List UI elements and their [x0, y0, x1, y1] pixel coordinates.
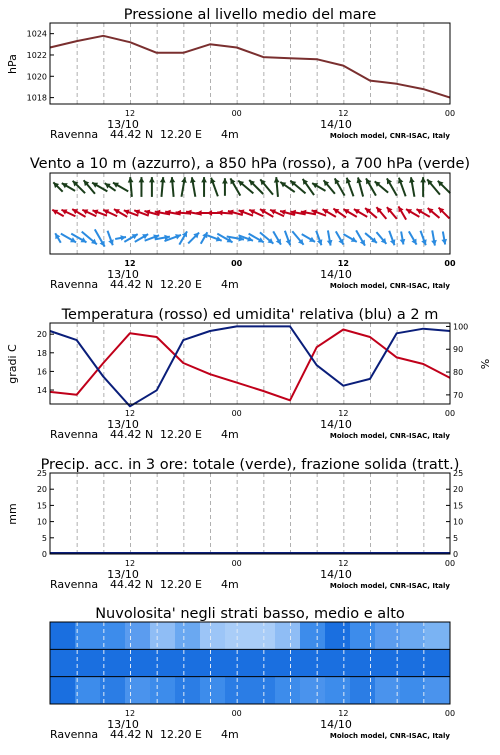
xtick-label: 12: [338, 559, 349, 568]
cloud-cell: [350, 649, 376, 677]
date-label: 13/10: [107, 418, 139, 431]
temp-lines: [50, 326, 450, 406]
xtick-label: 00: [444, 409, 456, 418]
precip-frame: [50, 473, 450, 554]
cloud-panel: [50, 606, 451, 704]
cloud-cell: [50, 649, 76, 677]
humidity-ylabel: %: [479, 358, 492, 370]
ytick-label: 16: [36, 367, 47, 377]
cloud-cell: [125, 649, 151, 677]
wind-arrow-head: [217, 210, 222, 216]
ytick-label: 20: [453, 485, 464, 495]
location-elev: 4m: [221, 728, 239, 741]
model-credit: Moloch model, CNR-ISAC, Italy: [329, 282, 450, 290]
ytick-label: 1022: [26, 50, 47, 60]
cloud-cell: [425, 622, 451, 650]
pressure-grid: [77, 23, 424, 104]
pressure-frame: [50, 23, 450, 104]
pressure-panel: [6, 7, 450, 104]
date-label: 13/10: [107, 568, 139, 581]
location-elev: 4m: [221, 128, 239, 141]
cloud-cell: [175, 622, 201, 650]
temp-panel: [6, 307, 492, 406]
cloud-cell: [250, 677, 276, 705]
date-label: 14/10: [320, 718, 352, 731]
cloud-cell: [175, 677, 201, 705]
cloud-cell: [150, 677, 176, 705]
xtick-label: 00: [444, 259, 456, 268]
precip-grid: [77, 473, 424, 554]
location-lat: 44.42 N: [110, 428, 154, 441]
location-lon: 12.20 E: [160, 428, 202, 441]
pressure-ylabel: hPa: [6, 54, 19, 74]
xtick-label: 00: [231, 559, 242, 568]
xtick-label: 12: [124, 409, 136, 418]
cloud-cell: [400, 622, 426, 650]
location-elev: 4m: [221, 578, 239, 591]
xtick-label: 00: [231, 109, 242, 118]
location-lon: 12.20 E: [160, 128, 202, 141]
model-credit: Moloch model, CNR-ISAC, Italy: [329, 732, 450, 740]
cloud-cell: [150, 649, 176, 677]
ytick-label: 15: [36, 501, 47, 511]
precip-yticks: [37, 469, 463, 559]
temperature-line: [50, 330, 450, 401]
humidity-line: [50, 326, 450, 406]
precip-panel: [6, 457, 463, 559]
xtick-label: 00: [231, 409, 242, 418]
cloud-cell: [250, 649, 276, 677]
wind-arrow-head: [201, 177, 207, 182]
xtick-label: 00: [444, 559, 456, 568]
cloud-cell: [75, 622, 101, 650]
cloud-cell: [225, 677, 251, 705]
cloud-cell: [200, 677, 226, 705]
location-name: Ravenna: [50, 128, 99, 141]
cloud-cell: [50, 622, 76, 650]
ytick-label: 10: [36, 517, 47, 527]
temp-title: Temperatura (rosso) ed umidita' relativa (blu) a 2 m: [61, 307, 439, 323]
xtick-label: 12: [124, 109, 136, 118]
cloud-cell: [325, 649, 351, 677]
wind-arrow-head: [128, 177, 134, 182]
wind-arrow-head: [149, 177, 155, 182]
pressure-line: [50, 36, 450, 98]
ytick-label: 20: [36, 330, 47, 340]
location-lon: 12.20 E: [160, 728, 202, 741]
date-label: 13/10: [107, 268, 139, 281]
cloud-cell: [275, 677, 301, 705]
cloud-cell: [225, 622, 251, 650]
ytick-label: 1024: [26, 29, 47, 39]
xtick-label: 12: [338, 709, 349, 718]
xtick-label: 00: [231, 259, 243, 268]
location-lat: 44.42 N: [110, 578, 154, 591]
wind-arrow-head: [274, 177, 280, 182]
ytick-label: 0: [453, 550, 459, 559]
pressure-lines: [50, 36, 450, 98]
cloud-cell: [350, 677, 376, 705]
location-lat: 44.42 N: [110, 278, 154, 291]
ytick-label: 80: [453, 368, 464, 378]
xtick-label: 12: [124, 709, 136, 718]
location-name: Ravenna: [50, 278, 99, 291]
location-name: Ravenna: [50, 578, 99, 591]
cloud-cell: [300, 622, 326, 650]
location-name: Ravenna: [50, 728, 99, 741]
cloud-cell: [50, 677, 76, 705]
wind-title: Vento a 10 m (azzurro), a 850 hPa (rosso), a 700 hPa (verde): [29, 156, 471, 172]
wind-arrow-head: [169, 177, 175, 182]
wind-panel: [30, 156, 470, 254]
cloud-cell: [400, 677, 426, 705]
xtick-label: 12: [124, 559, 136, 568]
cloud-cell: [75, 677, 101, 705]
date-label: 14/10: [320, 418, 352, 431]
cloud-cell: [250, 622, 276, 650]
wind-arrow-head: [196, 210, 201, 216]
date-label: 13/10: [107, 118, 139, 131]
xtick-label: 12: [124, 259, 136, 268]
ytick-label: 20: [36, 485, 47, 495]
cloud-cell: [325, 677, 351, 705]
xtick-label: 00: [231, 709, 242, 718]
model-credit: Moloch model, CNR-ISAC, Italy: [329, 432, 450, 440]
model-credit: Moloch model, CNR-ISAC, Italy: [329, 582, 450, 590]
ytick-label: 1018: [26, 93, 47, 103]
location-lat: 44.42 N: [110, 728, 154, 741]
cloud-cell: [200, 649, 226, 677]
xtick-label: 12: [337, 259, 349, 268]
precip-ylabel: mm: [6, 503, 19, 525]
ytick-label: 25: [36, 469, 47, 478]
wind-arrow-head: [420, 177, 426, 182]
cloud-cell: [200, 622, 226, 650]
cloud-cell: [275, 622, 301, 650]
ytick-label: 100: [453, 322, 469, 332]
cloud-cell: [225, 649, 251, 677]
cloud-cell: [425, 649, 451, 677]
ytick-label: 1020: [26, 72, 47, 82]
xtick-label: 00: [444, 109, 456, 118]
ytick-label: 5: [41, 533, 47, 543]
cloud-cell: [75, 649, 101, 677]
model-credit: Moloch model, CNR-ISAC, Italy: [329, 132, 450, 140]
wind-arrow-head: [222, 178, 228, 183]
cloud-cell: [400, 649, 426, 677]
ytick-label: 70: [453, 390, 464, 400]
xtick-label: 00: [444, 709, 456, 718]
location-name: Ravenna: [50, 428, 99, 441]
cloud-cell: [150, 622, 176, 650]
date-label: 14/10: [320, 268, 352, 281]
cloud-cell: [425, 677, 451, 705]
xtick-label: 12: [338, 109, 349, 118]
cloud-cell: [300, 649, 326, 677]
cloud-cell: [125, 677, 151, 705]
ytick-label: 25: [453, 469, 464, 478]
date-label: 14/10: [320, 568, 352, 581]
location-lon: 12.20 E: [160, 278, 202, 291]
cloud-cell: [325, 622, 351, 650]
cloud-cell: [125, 622, 151, 650]
location-lon: 12.20 E: [160, 578, 202, 591]
wind-arrow-head: [139, 177, 145, 182]
ytick-label: 90: [453, 345, 464, 355]
location-lat: 44.42 N: [110, 128, 154, 141]
date-label: 14/10: [320, 118, 352, 131]
ytick-label: 14: [36, 386, 47, 396]
pressure-title: Pressione al livello medio del mare: [123, 7, 377, 23]
wind-arrows: [52, 177, 450, 246]
wind-arrow-head: [160, 177, 166, 182]
ytick-label: 0: [41, 550, 47, 559]
wind-arrow-head: [207, 210, 212, 216]
location-elev: 4m: [221, 428, 239, 441]
xtick-label: 12: [338, 409, 349, 418]
cloud-cell: [175, 649, 201, 677]
ytick-label: 15: [453, 501, 464, 511]
cloud-cell: [300, 677, 326, 705]
cloud-cells: [50, 622, 451, 704]
date-label: 13/10: [107, 718, 139, 731]
cloud-title: Nuvolosita' negli strati basso, medio e alto: [95, 606, 405, 622]
ytick-label: 5: [453, 533, 459, 543]
cloud-cell: [350, 622, 376, 650]
precip-title: Precip. acc. in 3 ore: totale (verde), frazione solida (tratt.): [40, 457, 460, 473]
temp-frame: [50, 323, 450, 404]
cloud-cell: [275, 649, 301, 677]
temp-ylabel: gradi C: [6, 344, 19, 384]
ytick-label: 10: [453, 517, 464, 527]
ytick-label: 18: [36, 348, 47, 358]
location-elev: 4m: [221, 278, 239, 291]
